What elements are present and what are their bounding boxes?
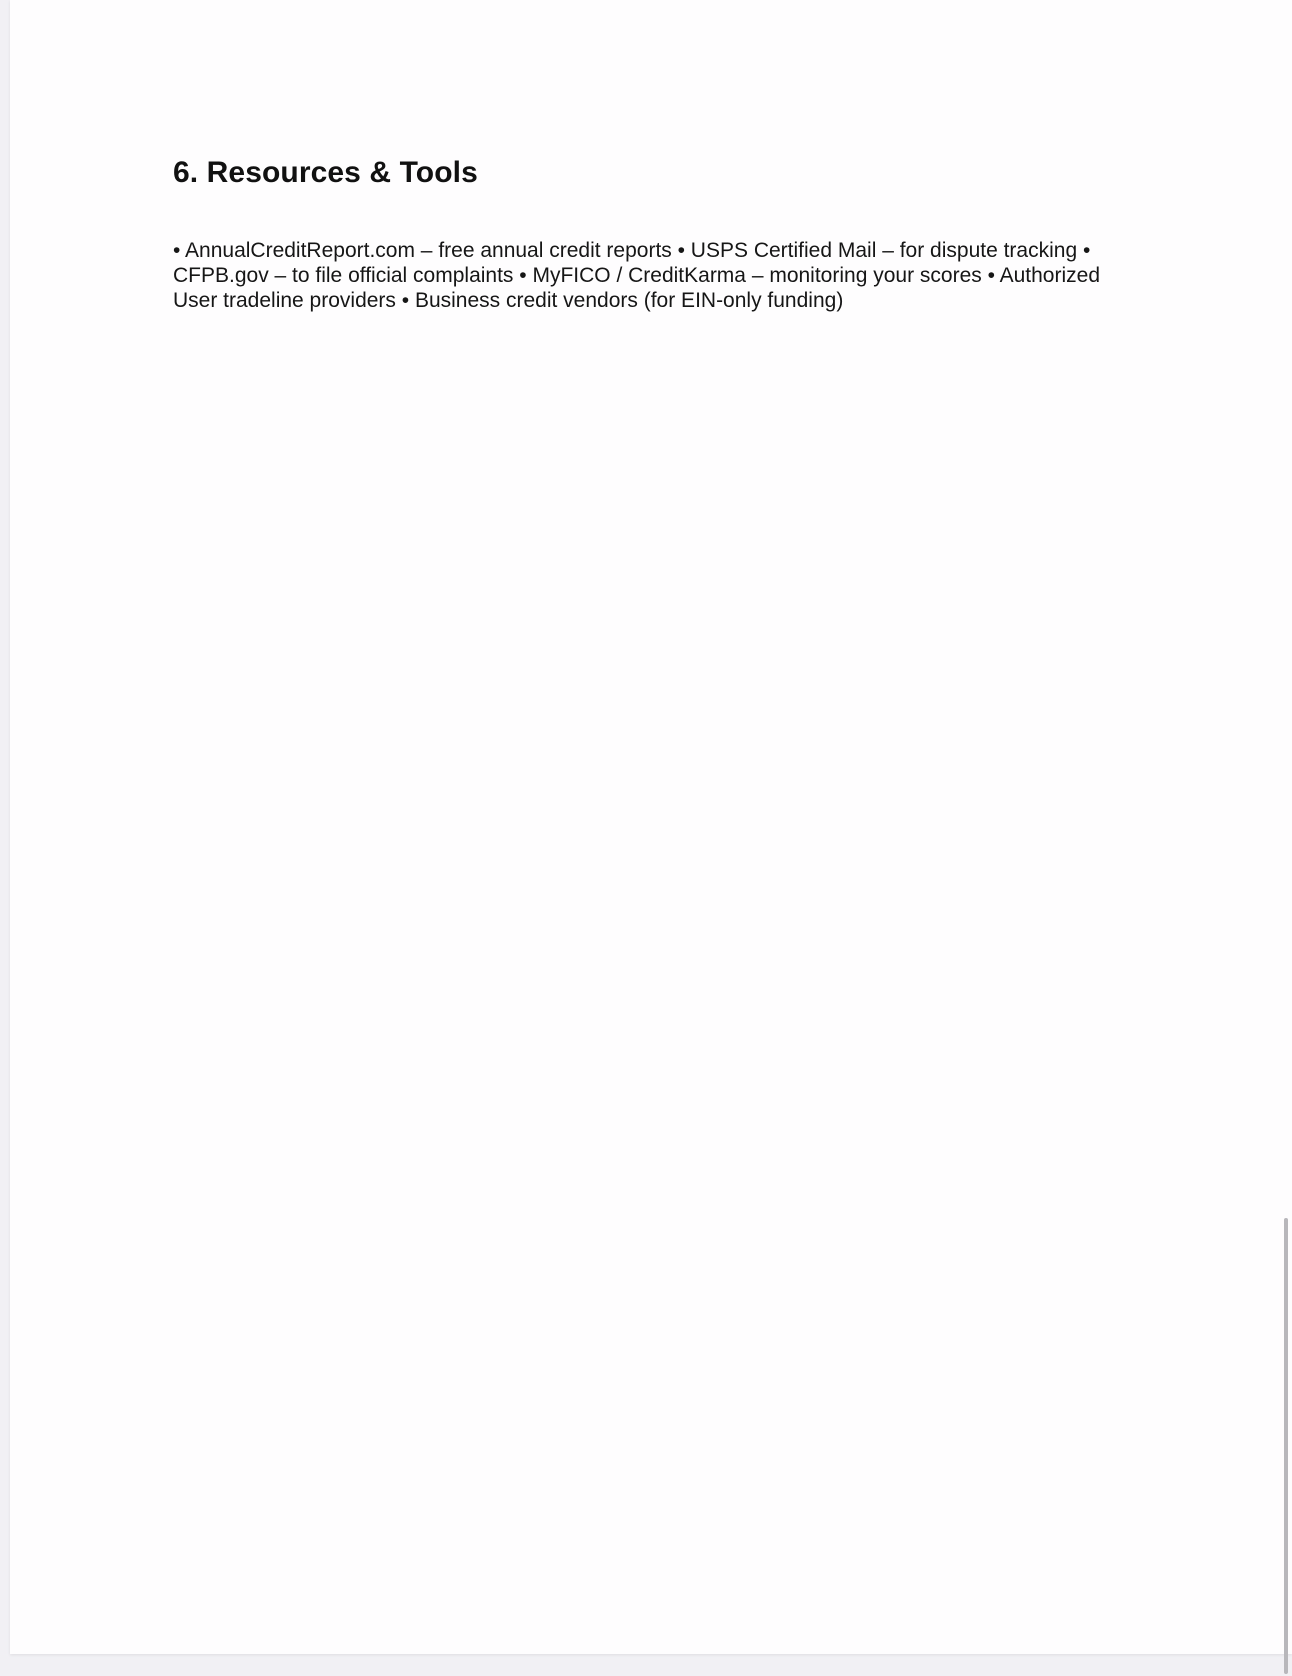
scrollbar-thumb[interactable] xyxy=(1284,1218,1288,1674)
vertical-scrollbar[interactable] xyxy=(1278,0,1292,1676)
document-page xyxy=(10,0,1292,1654)
resources-paragraph: • AnnualCreditReport.com – free annual credit reports • USPS Certified Mail – for dispute tracking • CFPB.gov – to file official complaints • MyFICO / CreditKarma – monitoring your scores • Authorized User tradeline providers • Business credit vendors (for EIN-only funding) xyxy=(173,239,1101,312)
section-heading: 6. Resources & Tools xyxy=(173,156,478,189)
